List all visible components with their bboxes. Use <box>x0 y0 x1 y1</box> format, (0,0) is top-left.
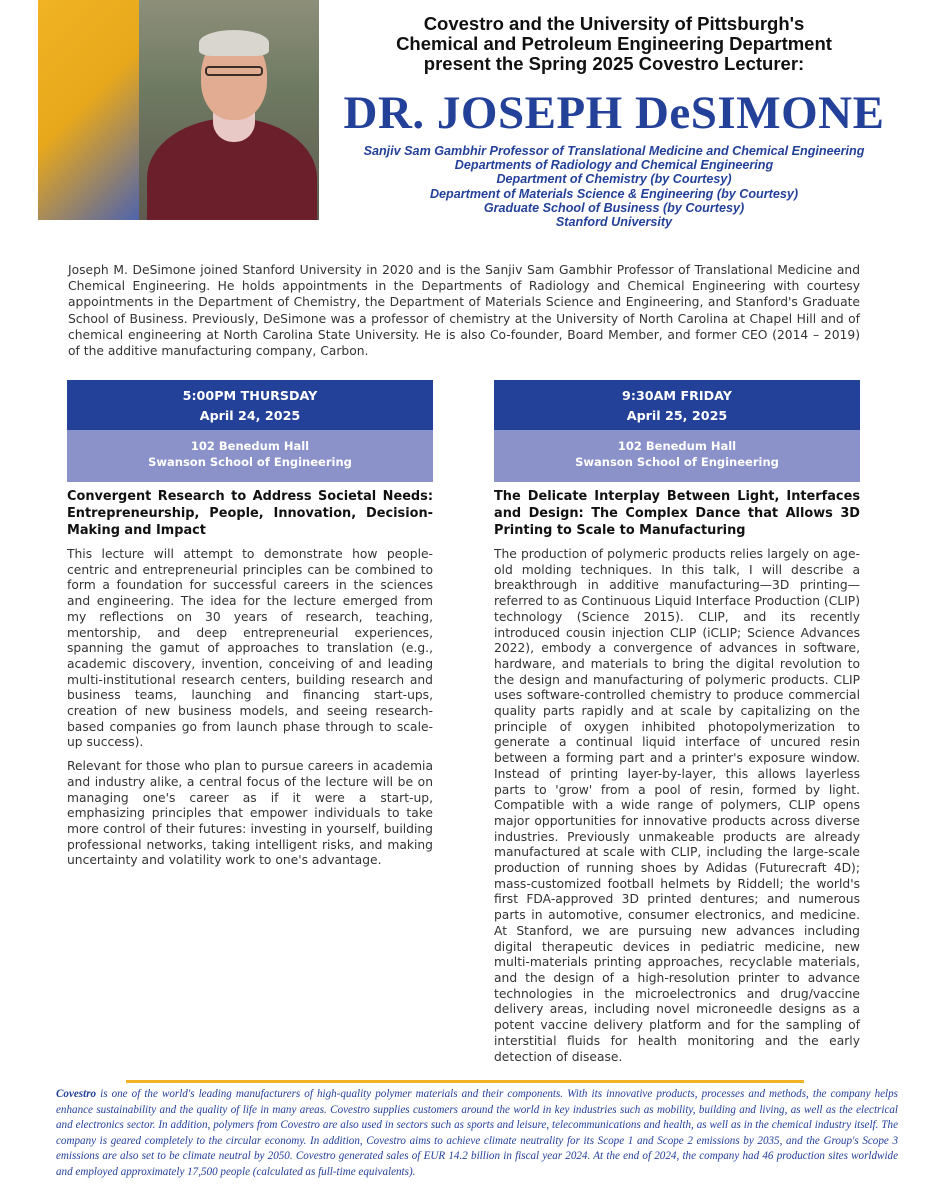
speaker-bio: Joseph M. DeSimone joined Stanford University in 2020 and is the Sanjiv Sam Gambhir Professor of Translational Medicine and Chemical Engineering. He holds appointments in the Departments of Radiology and Chemical Engineering with courtesy appointments in the Department of Chemistry, the Department of Materials Science and Engineering, and Stanford's Graduate School of Business. Previously, DeSimone was a professor of chemistry at the University of North Carolina at Chapel Hill and of chemical engineering at North Carolina State University. He is also Co-founder, Board Member, and former CEO (2014 – 2019) of the additive manufacturing company, Carbon. <box>68 263 860 359</box>
speaker-title: Department of Chemistry (by Courtesy) <box>496 172 732 187</box>
speaker-title: Departments of Radiology and Chemical Engineering <box>454 158 774 173</box>
lecture-date: April 24, 2025 <box>199 408 301 423</box>
lecture-thursday <box>67 380 433 869</box>
intro-line-1: Covestro and the University of Pittsburgh's <box>423 13 805 34</box>
lecture-date: April 25, 2025 <box>626 408 728 423</box>
speaker-name: DR. JOSEPH DeSIMONE <box>343 87 885 139</box>
lecture-location-box <box>67 430 433 482</box>
lecture-friday <box>494 380 860 1065</box>
lecture-time-box <box>494 380 860 430</box>
intro-line-3: present the Spring 2025 Covestro Lecturer: <box>423 53 805 74</box>
intro-line-2: Chemical and Petroleum Engineering Department <box>396 33 832 54</box>
lecture-location-box <box>494 430 860 482</box>
speaker-title: Stanford University <box>555 215 673 230</box>
company-description-text: is one of the world's leading manufacturers of high-quality polymer materials and their components. With its innovative products, processes and methods, the company helps enhance sustainability and the quality of life in many areas. Covestro supplies customers around the world in key industries such as mobility, building and living, as well as the electrical and electronics sector. In addition, polymers from Covestro are also used in sectors such as sports and leisure, telecommunications and health, as well as in the chemical industry itself. The company is geared completely to the circular economy. In addition, Covestro aims to achieve climate neutrality for its Scope 1 and Scope 2 emissions by 2035, and the Group's Scope 3 emissions are also set to be climate neutral by 2050. Covestro generated sales of EUR 14.2 billion in fiscal year 2024. At the end of 2024, the company had 46 production sites worldwide and employed approximately 17,500 people (calculated as full-time equivalents). <box>56 1088 898 1178</box>
lecture-abstract-paragraph: The production of polymeric products relies largely on age-old molding techniques. In this talk, I will describe a breakthrough in additive manufacturing—3D printing—referred to as Continuous Liquid Interface Production (CLIP) technology (Science 2015). CLIP, and its recently introduced cousin injection CLIP (iCLIP; Science Advances 2022), embody a convergence of advances in software, hardware, and materials to bring the digital revolution to the design and manufacturing of polymeric products. CLIP uses software-controlled chemistry to produce commercial quality parts rapidly and at scale by capitalizing on the principle of oxygen inhibited photopolymerization to generate a continual liquid interface of uncured resin between a forming part and a printer's exposure window. Instead of printing layer-by-layer, this allows layerless parts to 'grow' from a pool of resin, formed by light. Compatible with a wide range of polymers, CLIP opens major opportunities for innovative products across diverse industries. Previously unmakeable products are already manufactured at scale with CLIP, including the large-scale production of running shoes by Adidas (Futurecraft 4D); mass-customized football helmets by Riddell; the world's first FDA-approved 3D printed dentures; and numerous parts in automotive, consumer electronics, and medicine. At Stanford, we are pursuing new advances including digital therapeutic devices in pediatric medicine, new multi-materials printing approaches, recyclable materials, and the design of a high-resolution printer to advance technologies in the microelectronics and drug/vaccine delivery areas, including novel microneedle designs as a potent vaccine delivery platform and for the sampling of interstitial fluids for health monitoring and the early detection of disease. <box>494 547 860 1064</box>
lecture-title: Convergent Research to Address Societal Needs: Entrepreneurship, People, Innovation, Decision-Making and Impact <box>67 489 433 538</box>
lecture-time: 5:00PM THURSDAY <box>182 388 318 403</box>
lecture-abstract-paragraph: This lecture will attempt to demonstrate how people-centric and entrepreneurial principles can be combined to form a foundation for successful careers in the sciences and engineering. The idea for the lecture emerged from my reflections on 30 years of research, teaching, mentorship, and deep entrepreneurial experiences, spanning the gamut of approaches to translation (e.g., academic discovery, invention, conceiving of and leading multi-institutional research centers, building research and business teams, launching and financing start-ups, creation of new business models, and seeing research-based companies go from launch phase through to scale-up success). <box>67 547 433 750</box>
speaker-title: Sanjiv Sam Gambhir Professor of Translational Medicine and Chemical Engineering <box>363 144 865 158</box>
speaker-photo <box>139 0 319 220</box>
speaker-title: Graduate School of Business (by Courtesy) <box>483 200 745 215</box>
lecture-location-room: 102 Benedum Hall <box>617 439 737 453</box>
lecture-time: 9:30AM FRIDAY <box>622 388 732 403</box>
lecture-abstract-paragraph: Relevant for those who plan to pursue careers in academia and industry alike, a central focus of the lecture will be on managing one's career as if it were a start-up, emphasizing principles that empower individuals to take more control of their futures: investing in yourself, building professional networks, taking intelligent risks, and making uncertainty and volatility work to one's advantage. <box>67 759 433 868</box>
photo-hair <box>199 30 269 56</box>
company-description <box>56 1087 898 1180</box>
lecture-location-school: Swanson School of Engineering <box>575 455 779 469</box>
footer-divider <box>126 1080 804 1083</box>
lecture-time-box <box>67 380 433 430</box>
company-name: Covestro <box>56 1088 97 1100</box>
photo-glasses <box>205 66 263 76</box>
header <box>330 14 898 229</box>
lecture-title: The Delicate Interplay Between Light, Interfaces and Design: The Complex Dance that Allows 3D Printing to Scale to Manufacturing <box>494 489 860 538</box>
speaker-titles <box>330 144 898 229</box>
lecture-location-room: 102 Benedum Hall <box>190 439 310 453</box>
header-banner <box>38 0 319 220</box>
lecture-location-school: Swanson School of Engineering <box>148 455 352 469</box>
speaker-title: Department of Materials Science & Engineering (by Courtesy) <box>429 186 799 201</box>
